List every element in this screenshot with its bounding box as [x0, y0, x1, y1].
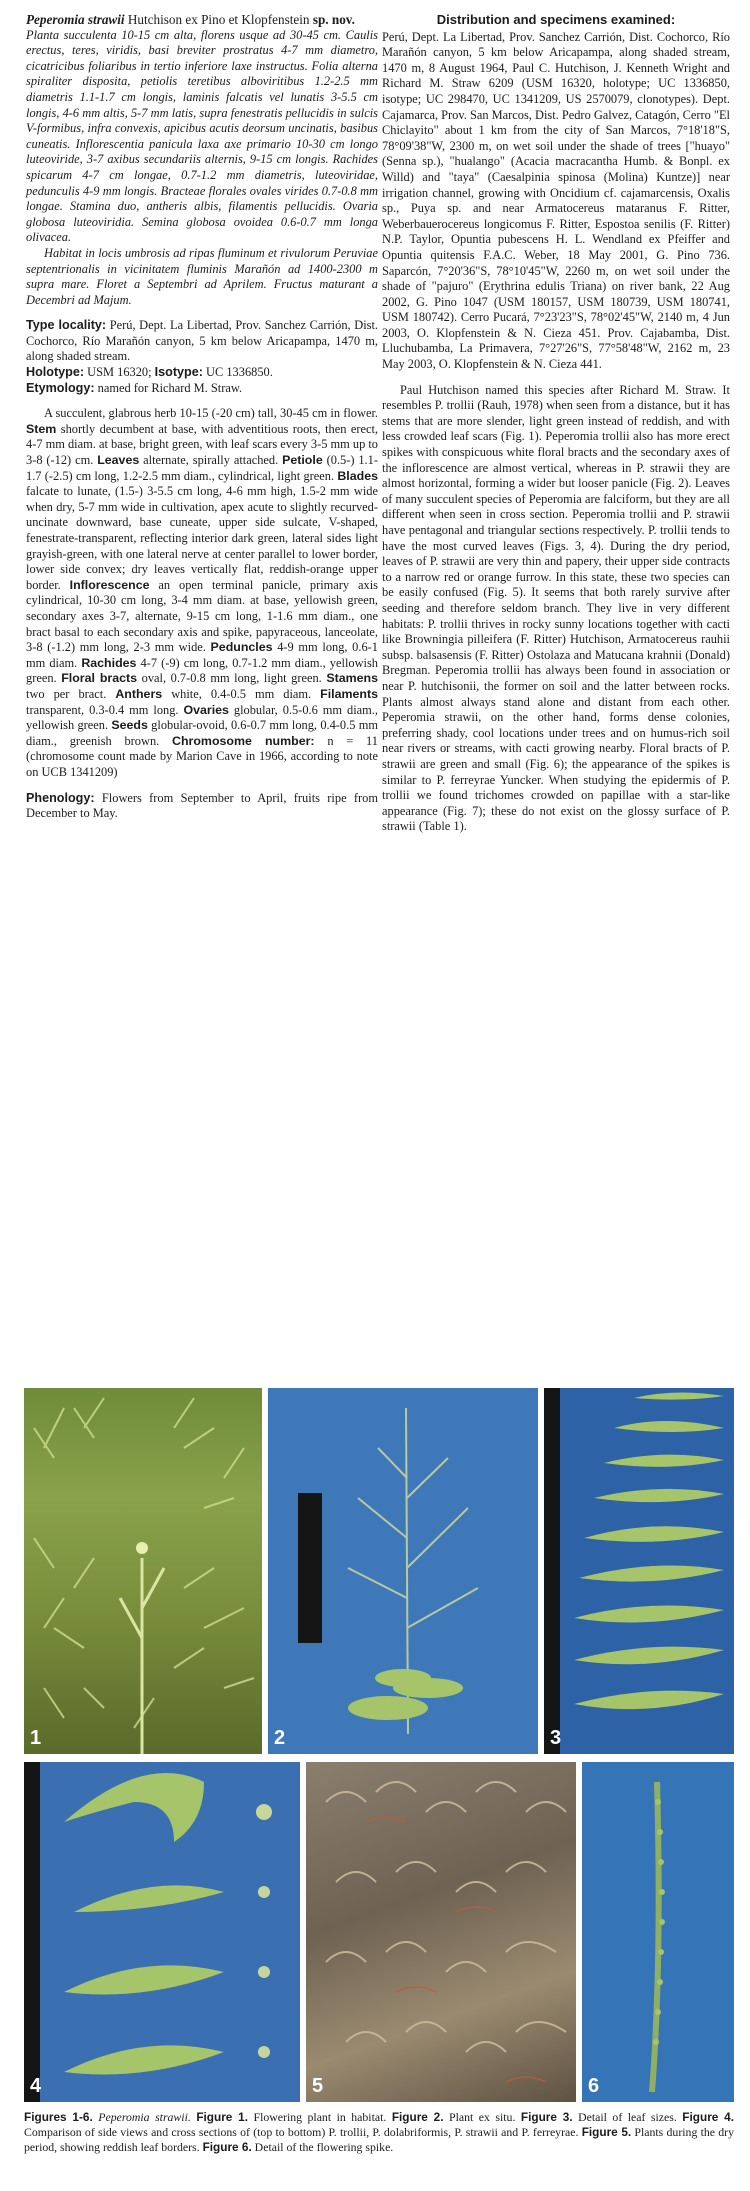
figure-3-photo [544, 1388, 734, 1754]
caption-fig2-text: Plant ex situ. [443, 2110, 521, 2124]
right-column [382, 12, 730, 835]
title-species: Peperomia strawii [26, 12, 125, 27]
inflorescence-label: Inflorescence [69, 577, 150, 592]
seeds-text: globular-ovoid, 0.6-0.7 mm long, 0.4-0.5 mm diam., greenish brown. [26, 718, 378, 748]
phenology-text: Flowers from September to April, fruits ripe from December to May. [26, 790, 378, 821]
latin-diagnosis: Planta succulenta 10-15 cm alta, florens usque ad 30-45 cm. Caulis erectus, teres, viridis, basi breviter prostratus 4-7 mm diametro, cicatricibus foliaribus in tertio inferiore laxe instructus. Folia alterna spiraliter disposita, petiolis teretibus alboviritibus 1.2-2.5 mm diametris 1.1-1.7 cm longis, laminis falcatis vel lunatis 3-5.5 cm longis, 4-6 mm altis, 5-7 mm latis, supra fenestratis pellucidis in sulcis V-formibus, infra convexis, apicibus acutis deorsum uncinatis, basibus cuneatis. Inflorescentia panicula laxa axe primario 10-30 cm longo luteoviride, 3-7 axibus secundariis alternis, 9-15 cm longis. Rachides spicarum 4-7 cm longae, 0.7-1.2 mm diametris, luteoviridae, pedunculis 4-9 mm longis. Bracteae florales ovales virides 0.7-0.8 mm longae. Stamina duo, antheris albis, filamentis pellucidis. Ovaria globosa luteoviridia. Semina globosa ovoidea 0.6-0.7 mm longa olivacea. [26, 27, 378, 245]
desc-intro: A succulent, glabrous herb 10-15 (-20 cm) tall, 30-45 cm in flower. [44, 406, 378, 421]
ruler-icon [544, 1388, 560, 1754]
isotype-label: Isotype: [154, 365, 203, 380]
anthers-label: Anthers [115, 686, 163, 701]
title-authors: Hutchison ex Pino et Klopfenstein [124, 12, 313, 27]
left-column [26, 12, 378, 822]
rachides-label: Rachides [81, 655, 137, 670]
stamens-text: two per bract. [26, 686, 116, 701]
etymology-label: Etymology: [26, 380, 95, 395]
caption-fig6-text: Detail of the flowering spike. [251, 2140, 394, 2154]
discussion-text: Paul Hutchison named this species after Richard M. Straw. It resembles P. trollii (Rauh, 1978) when seen from a distance, but it has stems that are more slender, light green instead of reddish, and with less crowded leaf scars (Fig. 1). Peperomia trollii also has more erect spikes with conspicuous white floral bracts and the secondary axes of the inflorescence are almost vertical, whereas in P. strawii they are almost horizontal, forming a wider but looser panicle (Fig. 2). Leaves of many succulent species of Peperomia are falciform, but they are all different when seen in cross section. Peperomia trollii and P. strawii have pentagonal and triangular sections respectively. P. trollii tends to have the most curved leaves (Figs. 3, 4). During the dry period, leaves of P. strawii are very thin and papery, their upper side contracts to a narrow red or orange furrow. In this state, these two species can be easily confused (Fig. 5). It seems that both rarely survive after seeding and therefore seldom branch. They live in very different habitats: P. trollii thrives in rocky sunny locations together with cacti like Browningia pilleifera (F. Ritter) Hutchison, Armatocereus rauhii subsp. balsasensis (F. Ritter) Ostolaza and Matucana krahnii (Donald) Bregman. Peperomia trollii has always been found in association or near P. hutchisonii, the former on soil and the latter between rocks. Plants almost always stand alone and distant from each other. Peperomia strawii, on the other hand, forms dense colonies, preferring shady, cool locations under trees and on humus-rich soil near rivers or streams, with cacti growing nearby. Floral bracts of P. strawii are green and small (Fig. 6); the appearance of the spikes is similar to P. ferreyrae Yuncker. When studying the epidermis of P. trollii we found trichomes crowded on papillae with a star-like appearance (Fig. 7); these do not exist on the glossy surface of P. strawii (Table 1). [382, 382, 730, 834]
isotype-text: UC 1336850. [202, 365, 273, 380]
ruler-icon [298, 1493, 322, 1643]
anthers-text: white, 0.4-0.5 mm diam. [162, 686, 321, 701]
blades-label: Blades [337, 468, 378, 483]
etymology-text: named for Richard M. Straw. [94, 380, 243, 395]
petiole-text: (0.5-) 1.1-1.7 (-2.5) cm long, 1.2-2.5 mm diam., cylindrical, light green. [26, 453, 378, 483]
leaf-comparison-image [24, 1762, 300, 2102]
caption-fig2-label: Figure 2. [391, 2110, 444, 2124]
caption-fig1-text: Flowering plant in habitat. [248, 2110, 392, 2124]
caption-head: Figures 1-6. [24, 2110, 93, 2124]
holotype-line [26, 365, 378, 381]
figure-6-number: 6 [588, 2075, 600, 2097]
holotype-label: Holotype: [26, 365, 85, 380]
caption-fig6-label: Figure 6. [202, 2140, 252, 2154]
caption-fig1-label: Figure 1. [196, 2110, 249, 2124]
phenology-line [26, 791, 378, 822]
peduncles-text: 4-9 mm long, 0.6-1 mm diam. [26, 640, 378, 670]
ex-situ-plant-image [268, 1388, 538, 1754]
figure-4-number: 4 [30, 2075, 42, 2097]
distribution-text: Perú, Dept. La Libertad, Prov. Sanchez Carrión, Dist. Cochorco, Río Marañón canyon, 5 km below Aricapampa, along shaded stream, 1470 m, 8 August 1964, Paul C. Hutchison, J. Kenneth Wright and Richard M. Straw 6209 (USM 16320, holotype; UC 1336850, isotype; UC 298470, UC 1341209, US 2570079, clonotypes). Dept. Cajamarca, Prov. San Marcos, Dist. Pedro Galvez, Catagón, Cerro "El Chiclayito" about 1 km from the city of San Marcos, 7°18'18"S, 78°09'38"W, 2300 m, on wet soil under the shade of trees ["huayo" (Senna sp.), "hualango" (Acacia macracantha Humb. & Bonpl. ex Willd) and "taya" (Caesalpinia spinosa (Molina) Kuntze)] near irrigation channel, growing with Oncidium cf. cajamarcensis, Oxalis sp., Puya sp. and near Armatocereus mataranus F. Ritter, Weberbauerocereus longicomus F. Ritter, Espostoa senilis (F. Ritter) N.P. Taylor, Opuntia pubescens H. L. Wendland ex Pfeiffer and Opuntia quitensis F.A.C. Weber, 18 May 2001, G. Pino 736. Saparcón, 7°20'36"S, 78°10'45"W, 2260 m, on wet soil under the shade of "pajuro" (Erythrina edulis Triana) on river bank, 22 Aug 2002, G. Pino 1047 (USM 180157, USM 180739, USM 180741, USM 180742). Cerro Pucará, 7°23'23"S, 78°02'45"W, 2140 m, 4 Jun 2003, O. Klopfenstein & N. Cieza 451. Prov. Cajabamba, Dist. Lluchubamba, La Primavera, 7°27'26"S, 77°58'48"W, 2162 m, 23 May 2003, O. Klopfenstein & N. Cieza 441. [382, 29, 731, 372]
ovaries-label: Ovaries [183, 702, 229, 717]
figure-6-photo [582, 1762, 734, 2102]
phenology-label: Phenology: [26, 790, 95, 805]
figure-2-number: 2 [274, 1727, 286, 1749]
ovaries-text: globular, 0.5-0.6 mm diam., yellowish green. [26, 702, 378, 733]
figure-caption [24, 2110, 734, 2155]
dry-period-plants-image [306, 1762, 576, 2102]
caption-species: Peperomia strawii. [92, 2110, 197, 2124]
figure-2-photo [268, 1388, 538, 1754]
figure-1-photo [24, 1388, 262, 1754]
blades-text: falcate to lunate, (1.5-) 3-5.5 cm long, 4-6 mm high, 1.5-2 mm wide when dry, 5-7 mm wide in cultivation, apex acute to slightly recurved-uncinate downward, base cuneate, upper side sulcate, V-shaped, fenestrate-transparent, reflecting interior dark green, lateral sides light grayish-green, with one lateral nerve at center parallel to lower border, lower side convex; dry leaves vertically flat, reddish-orange upper border. [26, 484, 378, 592]
leaves-text: alternate, spirally attached. [139, 453, 283, 468]
rachides-text: 4-7 (-9) cm long, 0.7-1.2 mm diam., yellowish green. [26, 655, 378, 686]
figure-5-photo [306, 1762, 576, 2102]
caption-fig3-text: Detail of leaf sizes. [572, 2110, 683, 2124]
peduncles-label: Peduncles [210, 640, 273, 655]
stem-text: shortly decumbent at base, with adventitious roots, then erect, 4-7 mm diam. at base, bright green, with leaf scars every 3-5 mm up to 3-8 (-12) cm. [26, 421, 379, 468]
figure-1-number: 1 [30, 1727, 42, 1749]
caption-fig4-label: Figure 4. [682, 2110, 735, 2124]
holotype-text: USM 16320; [84, 365, 155, 380]
type-locality-text: Perú, Dept. La Libertad, Prov. Sanchez Carrión, Dist. Cochorco, Río Marañón canyon, 5 km below Aricapampa, 1470 m, along shaded stream. [26, 318, 379, 364]
caption-fig5-text: Plants during the dry period, showing reddish leaf borders. [24, 2125, 734, 2154]
seeds-label: Seeds [111, 718, 148, 733]
chromosome-text: n = 11 (chromosome count made by Marion Cave in 1966, according to note on UCB 1341209) [26, 733, 378, 779]
stem-label: Stem [26, 421, 57, 436]
leaf-sizes-image [544, 1388, 734, 1754]
flowering-spike-image [582, 1762, 734, 2102]
title-status: sp. nov. [312, 12, 355, 27]
floral-bracts-label: Floral bracts [61, 671, 138, 686]
distribution-heading: Distribution and specimens examined: [436, 12, 676, 27]
latin-habitat: Habitat in locis umbrosis ad ripas fluminum et rivulorum Peruviae septentrionalis in vicinitatem fluminis Marañón ad 1400-2300 m supra mare. Floret a Septembri ad Aprilem. Fructus maturant a Decembri ad Majum. [26, 245, 378, 307]
type-locality [26, 318, 378, 365]
chromosome-label: Chromosome number: [172, 733, 315, 748]
etymology-line [26, 381, 378, 397]
caption-fig5-label: Figure 5. [581, 2125, 632, 2139]
petiole-label: Petiole [282, 453, 323, 468]
floral-bracts-text: oval, 0.7-0.8 mm long, light green. [137, 671, 327, 686]
type-locality-label: Type locality: [26, 318, 107, 333]
species-title [26, 12, 378, 28]
habitat-plants-image [24, 1388, 262, 1754]
figure-3-number: 3 [550, 1727, 562, 1749]
caption-fig4-text: Comparison of side views and cross sections of (top to bottom) P. trollii, P. dolabriformis, P. strawii and P. ferreyrae. [24, 2125, 582, 2139]
description [26, 406, 378, 780]
figure-4-photo [24, 1762, 300, 2102]
ruler-icon [24, 1762, 40, 2102]
filaments-label: Filaments [320, 686, 379, 701]
caption-fig3-label: Figure 3. [520, 2110, 573, 2124]
filaments-text: transparent, 0.3-0.4 mm long. [26, 702, 184, 717]
stamens-label: Stamens [326, 671, 379, 686]
inflorescence-text: an open terminal panicle, primary axis cylindrical, 10-30 cm long, 3-4 mm diam. at base, yellowish green, secondary axes 3-7, alternate, 9-15 cm long, 1-1.6 mm diam., one bract basal to each secondary axis and spike, papyraceous, lanceolate, 3-8 (-1.2) mm long, 2-3 mm wide. [26, 577, 378, 655]
figure-5-number: 5 [312, 2075, 324, 2097]
leaves-label: Leaves [97, 453, 140, 468]
